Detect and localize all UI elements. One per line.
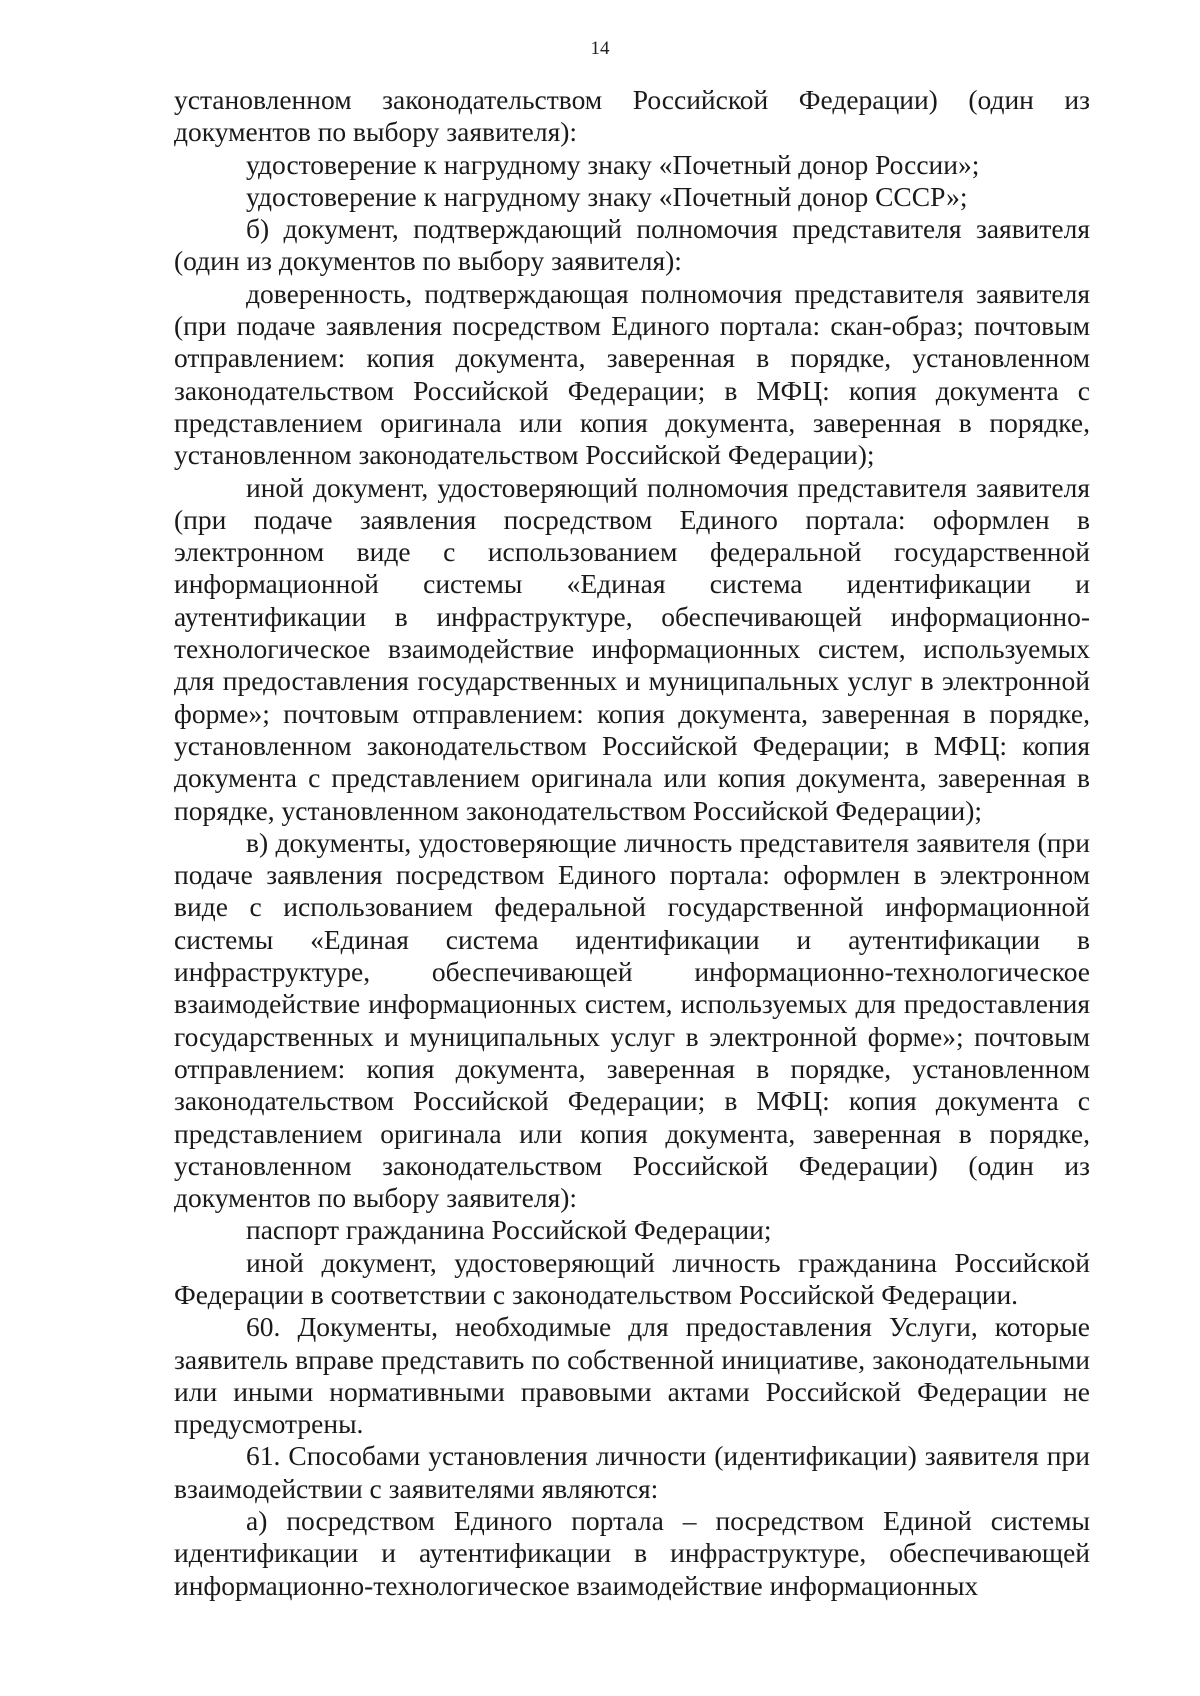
paragraph-item-v: в) документы, удостоверяющие личность представителя заявителя (при подаче заявления посредством Единого портала: оформлен в электронном виде с использованием федеральной государственной информационной системы «Единая система идентификации и аутентификации в инфраструктуре, обеспечивающей информационно-технологическое взаимодействие информационных систем, используемых для предоставления государственных и муниципальных услуг в электронной форме»; почтовым отправлением: копия документа, заверенная в порядке, установленном законодательством Российской Федерации; в МФЦ: копия документа с представлением оригинала или копия документа, заверенная в порядке, установленном законодательством Российской Федерации) (один из документов по выбору заявителя):: [174, 826, 1090, 1214]
paragraph-item-a: а) посредством Единого портала – посредством Единой системы идентификации и аутентификации в инфраструктуре, обеспечивающей информационно-технологическое взаимодействие информационных: [174, 1505, 1090, 1601]
paragraph-other-authority-document: иной документ, удостоверяющий полномочия представителя заявителя (при подаче заявления посредством Единого портала: оформлен в электронном виде с использованием федеральной государственной информационной системы «Единая система идентификации и аутентификации в инфраструктуре, обеспечивающей информационно-технологическое взаимодействие информационных систем, используемых для предоставления государственных и муниципальных услуг в электронной форме»; почтовым отправлением: копия документа, заверенная в порядке, установленном законодательством Российской Федерации; в МФЦ: копия документа с представлением оригинала или копия документа, заверенная в порядке, установленном законодательством Российской Федерации);: [174, 471, 1090, 826]
paragraph-power-of-attorney: доверенность, подтверждающая полномочия представителя заявителя (при подаче заявления посредством Единого портала: скан-образ; почтовым отправлением: копия документа, заверенная в порядке, установленном законодательством Российской Федерации; в МФЦ: копия документа с представлением оригинала или копия документа, заверенная в порядке, установленном законодательством Российской Федерации);: [174, 277, 1090, 471]
paragraph-continuation: установленном законодательством Российской Федерации) (один из документов по выбору заявителя):: [174, 84, 1090, 148]
paragraph-other-identity-document: иной документ, удостоверяющий личность гражданина Российской Федерации в соответствии с законодательством Российской Федерации.: [174, 1246, 1090, 1310]
paragraph-honorary-donor-russia: удостоверение к нагрудному знаку «Почетный донор России»;: [246, 148, 980, 180]
paragraph-clause-61: 61. Способами установления личности (идентификации) заявителя при взаимодействии с заявителями являются:: [174, 1440, 1090, 1504]
paragraph-item-b: б) документ, подтверждающий полномочия представителя заявителя (один из документов по выбору заявителя):: [174, 213, 1090, 277]
paragraph-clause-60: 60. Документы, необходимые для предоставления Услуги, которые заявитель вправе представить по собственной инициативе, законодательными или иными нормативными правовыми актами Российской Федерации не предусмотрены.: [174, 1311, 1090, 1440]
paragraph-honorary-donor-ussr: удостоверение к нагрудному знаку «Почетный донор СССР»;: [246, 180, 968, 212]
paragraph-passport: паспорт гражданина Российской Федерации;: [246, 1214, 772, 1246]
document-body: [174, 84, 1090, 1602]
page-number: 14: [590, 38, 610, 59]
